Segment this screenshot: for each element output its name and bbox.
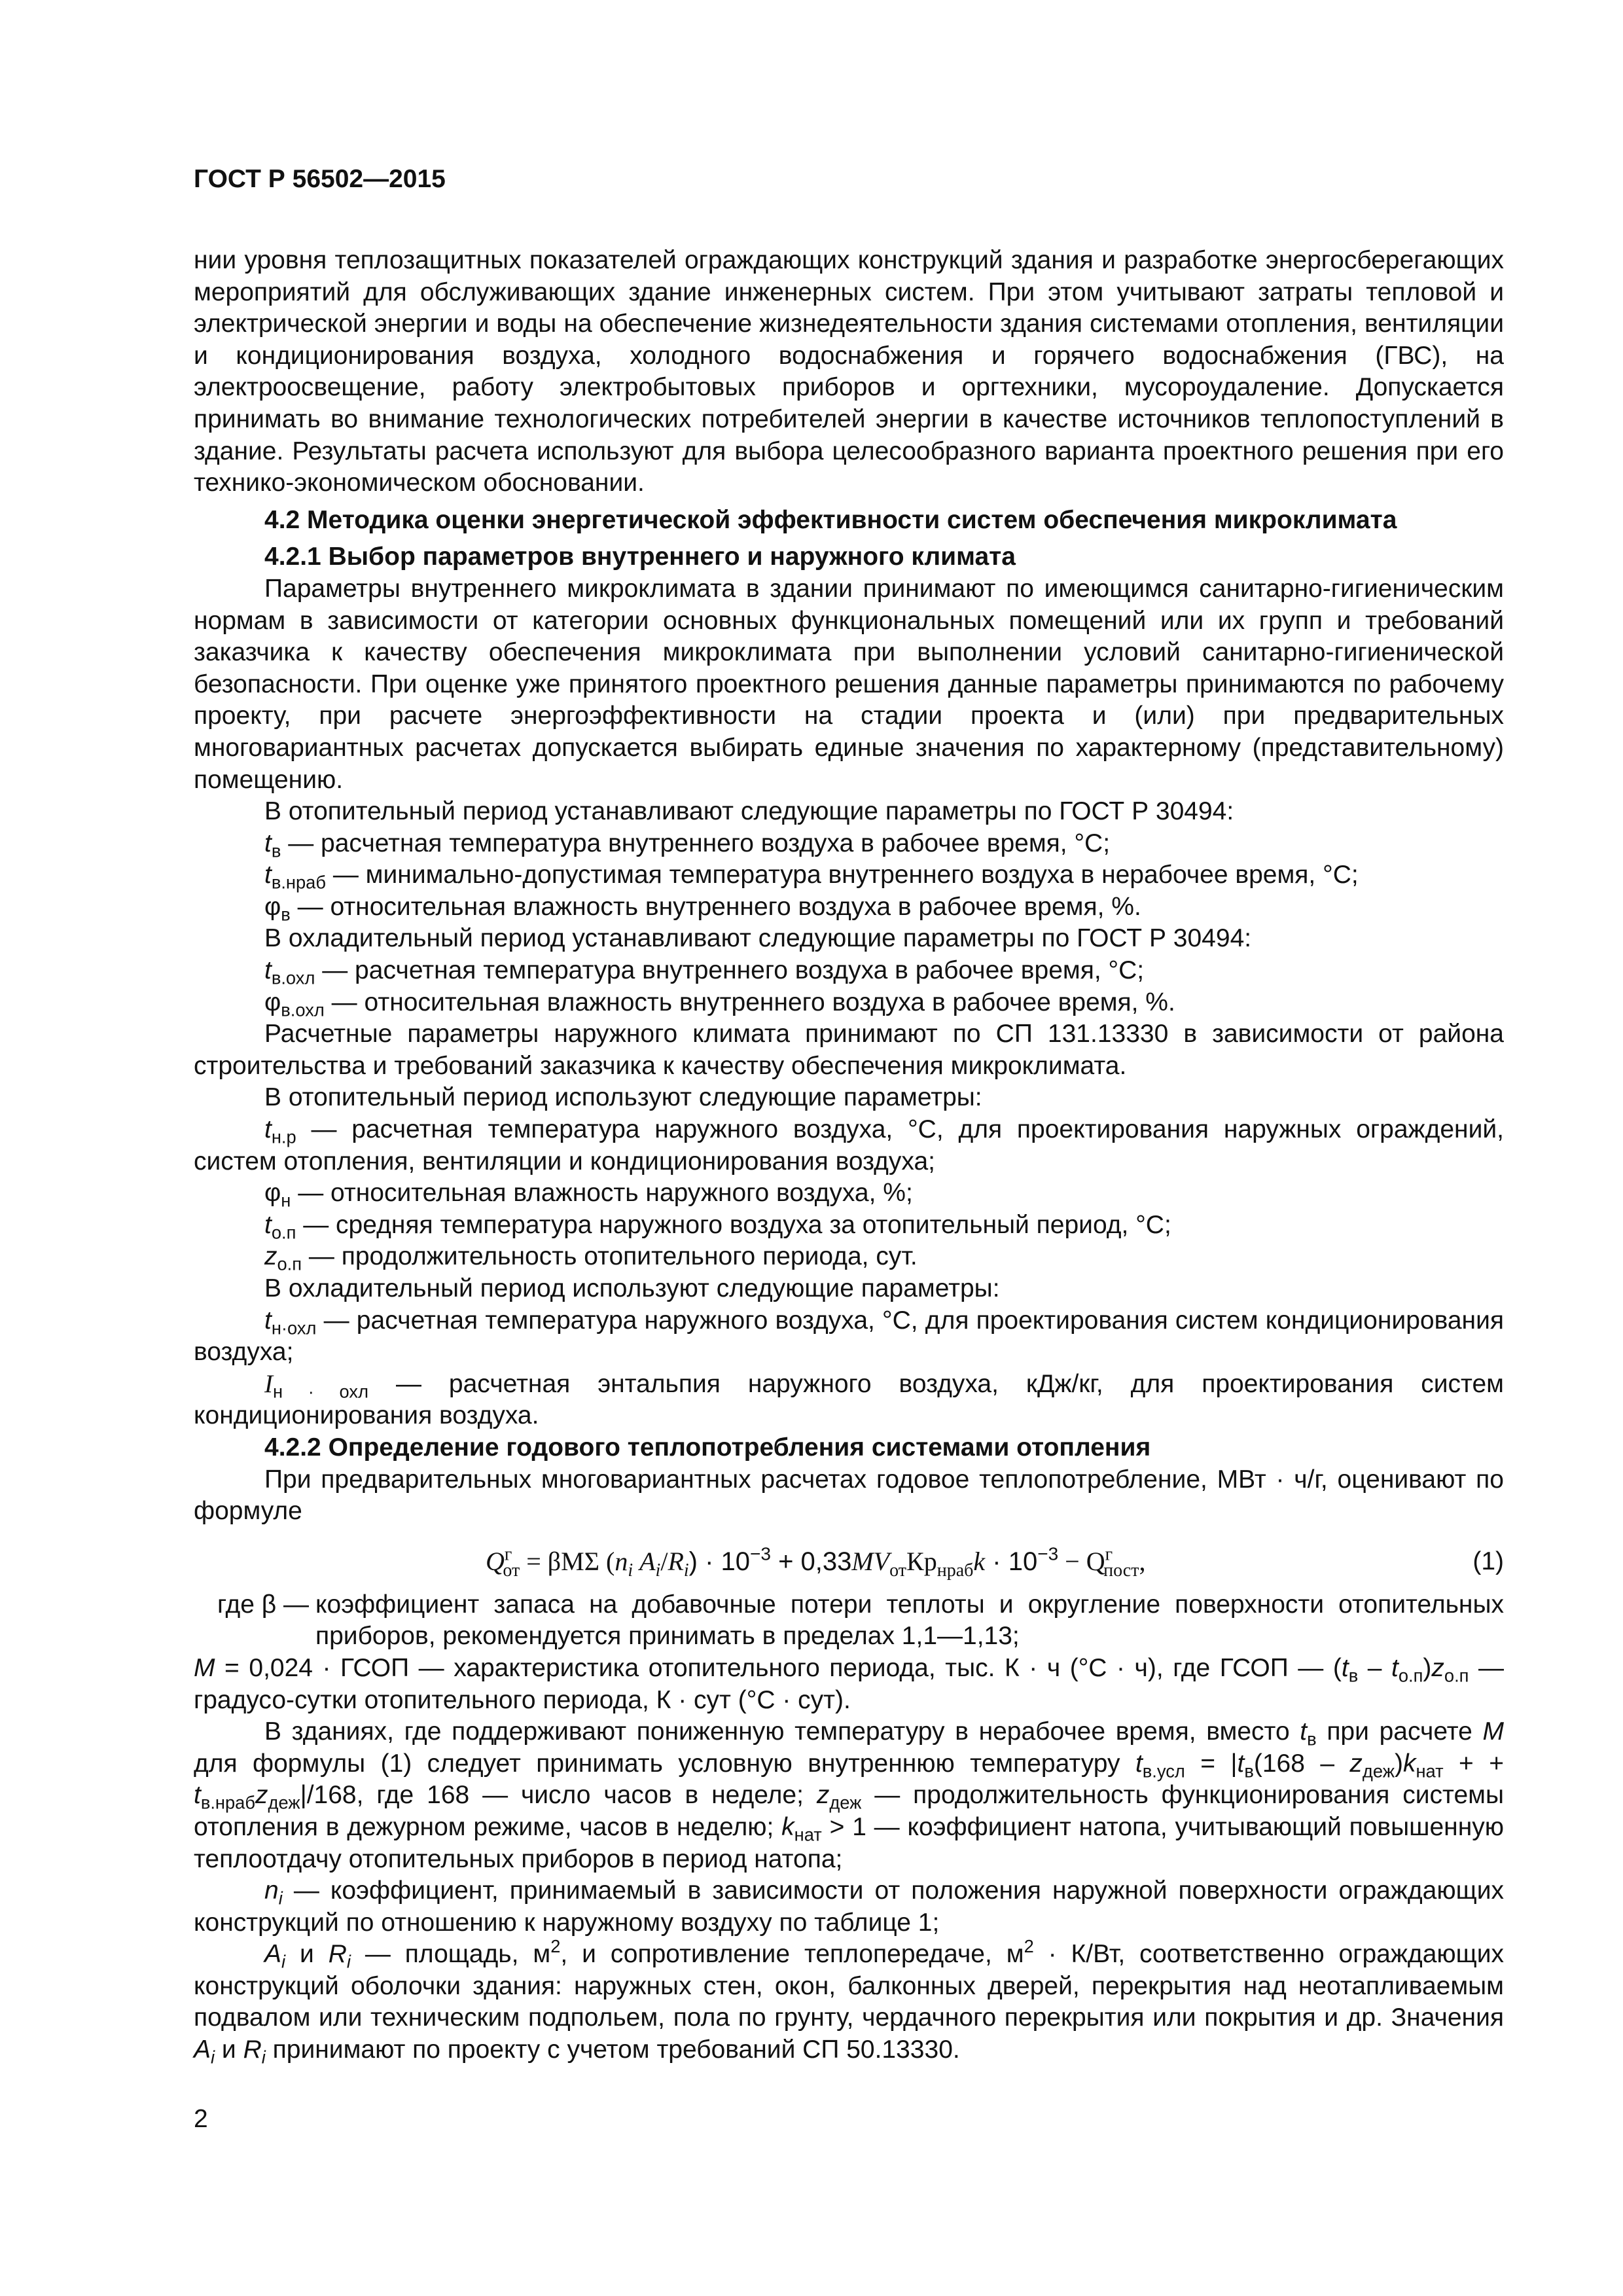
where-beta bbox=[194, 1589, 1504, 1653]
page-body bbox=[194, 164, 1504, 2066]
formula-number: (1) bbox=[1472, 1547, 1504, 1575]
paragraph-heating-outdoor: В отопительный период используют следующие параметры: bbox=[264, 1083, 982, 1112]
paragraph-microclimate: Параметры внутреннего микроклимата в здании принимают по имеющимся санитарно-гигиеническим нормам в зависимости от категории основных функциональных помещений или их групп и требований заказчика к качеству обеспечения микроклимата при выполнении условий санитарно-гигиенической безопасности. При оценке уже принятого проектного решения данные параметры принимаются по рабочему проекту, при расчете энергоэффективности на стадии проекта и (или) при предварительных многовариантных расчетах допускается выбирать единые значения по характерному (представительному) помещению. bbox=[194, 574, 1504, 794]
param-t-n-r: $t_{н.р}$ — расчетная температура наружного воздуха, °С, для проектирования наружных ограждений, систем отопления, вентиляции и кондиционирования воздуха; bbox=[194, 1115, 1504, 1175]
document-header: ГОСТ Р 56502—2015 bbox=[194, 165, 446, 193]
param-phi-v: $\varphi_в$ — относительная влажность внутреннего воздуха в рабочее время, %. bbox=[264, 892, 1141, 925]
param-t-v: $t_в$ — расчетная температура внутреннего воздуха в рабочее время, °С; bbox=[264, 829, 1111, 861]
where-text: коэффициент запаса на добавочные потери теплоты и округление поверхности отопительных приборов, рекомендуется принимать в пределах 1,1—1,13; bbox=[315, 1590, 1504, 1651]
paragraph-heating-params: В отопительный период устанавливают следующие параметры по ГОСТ Р 30494: bbox=[264, 797, 1234, 826]
paragraph-outdoor-climate: Расчетные параметры наружного климата принимают по СП 131.13330 в зависимости от района строительства и требований заказчика к качеству обеспечения микроклимата. bbox=[194, 1020, 1504, 1080]
paragraph-cooling-outdoor: В охладительный период используют следующие параметры: bbox=[264, 1274, 1000, 1302]
param-phi-v-ohl: $\varphi_{в.охл}$ — относительная влажность внутреннего воздуха в рабочее время, %. bbox=[264, 988, 1175, 1020]
paragraph-reduced-temp: В зданиях, где поддерживают пониженную температуру в нерабочее время, вместо $t_в$ при расчете M для формулы (1) следует принимать условную внутреннюю температуру $t_{в.усл} = |t_в(168 - z_{деж})k_{нат}$ + + $t_{в.нраб}z_{деж}|/168$, где 168 — число часов в неделе; $z_{деж}$ — продолжительность функционирования системы отопления в дежурном режиме, часов в неделю; $k_{нат} > 1$ — коэффициент натопа, учитывающий повышенную теплоотдачу отопительных приборов в период натопа; bbox=[194, 1717, 1505, 1873]
paragraph-cooling-params: В охладительный период устанавливают следующие параметры по ГОСТ Р 30494: bbox=[264, 924, 1252, 953]
paragraph-intro: нии уровня теплозащитных показателей ограждающих конструкций здания и разработке энергосберегающих мероприятий для обслуживающих здание инженерных систем. При этом учитывают затраты тепловой и электрической энергии и воды на обеспечение жизнедеятельности здания системами отопления, вентиляции и кондиционирования воздуха, холодного водоснабжения и горячего водоснабжения (ГВС), на электроосвещение, работу электробытовых приборов и оргтехники, мусороудаление. Допускается принимать во внимание технологических потребителей энергии в качестве источников теплопоступлений в здание. Результаты расчета используют для выбора целесообразного варианта проектного решения при его технико-экономическом обосновании. bbox=[194, 246, 1504, 497]
formula-1 bbox=[194, 1538, 1504, 1584]
param-phi-n: $\varphi_н$ — относительная влажность наружного воздуха, %; bbox=[264, 1179, 913, 1211]
where-label: где β — bbox=[217, 1590, 309, 1619]
section-heading-4-2: 4.2 Методика оценки энергетической эффективности систем обеспечения микроклимата bbox=[264, 505, 1397, 534]
section-heading-4-2-2: 4.2.2 Определение годового теплопотребления системами отопления bbox=[264, 1433, 1151, 1462]
param-t-v-nrab: $t_{в.нраб}$ — минимально-допустимая температура внутреннего воздуха в нерабочее время, °С; bbox=[264, 861, 1359, 893]
param-t-o-p: $t_{о.п}$ — средняя температура наружного воздуха за отопительный период, °С; bbox=[264, 1210, 1171, 1243]
param-i-n-ohl: $I_{н \cdot охл}$ — расчетная энтальпия наружного воздуха, кДж/кг, для проектирования систем кондиционирования воздуха. bbox=[194, 1369, 1504, 1430]
paragraph-annual-heat: При предварительных многовариантных расчетах годовое теплопотребление, МВт · ч/г, оценивают по формуле bbox=[194, 1465, 1504, 1526]
formula-expression: $Q^г_{от} = \beta M\Sigma$ ($n_i$ $A_i/R_i) \cdot 10^{-3} + 0,33MV_{от}Кр_{нраб}k \cdot 10^{-3} - Q^г_{пост}$, bbox=[486, 1543, 1146, 1581]
param-t-n-ohl: $t_{н\cdot охл}$ — расчетная температура наружного воздуха, °С, для проектирования систем кондиционирования воздуха; bbox=[194, 1306, 1504, 1367]
param-t-v-ohl: $t_{в.охл}$ — расчетная температура внутреннего воздуха в рабочее время, °С; bbox=[264, 956, 1145, 988]
paragraph-a-r: $A_i$ и $R_i$ — площадь, $м^2$, и сопротивление теплопередаче, $м^2 \cdot К/Вт$, соответственно ограждающих конструкций оболочки здания: наружных стен, окон, балконных дверей, перекрытия над неотапливаемым подвалом или техническим подпольем, пола по грунту, чердачного перекрытия или покрытия и др. Значения $A_i$ и $R_i$ принимают по проекту с учетом требований СП 50.13330. bbox=[194, 1936, 1505, 2068]
paragraph-n-i: $n_i$ — коэффициент, принимаемый в зависимости от положения наружной поверхности ограждающих конструкций по отношению к наружному воздуху по таблице 1; bbox=[194, 1876, 1504, 1937]
paragraph-m-gsop: M = 0,024 · ГСОП — характеристика отопительного периода, тыс. К · ч (°С · ч), где ГСОП — $(t_в - t_{о.п})z_{о.п}$ — градусо-сутки отопительного периода, К · сут (°С · сут). bbox=[194, 1653, 1504, 1714]
section-heading-4-2-1: 4.2.1 Выбор параметров внутреннего и наружного климата bbox=[264, 543, 1016, 571]
param-z-o-p: $z_{о.п}$ — продолжительность отопительного периода, сут. bbox=[264, 1242, 918, 1275]
page-number: 2 bbox=[194, 2105, 208, 2133]
